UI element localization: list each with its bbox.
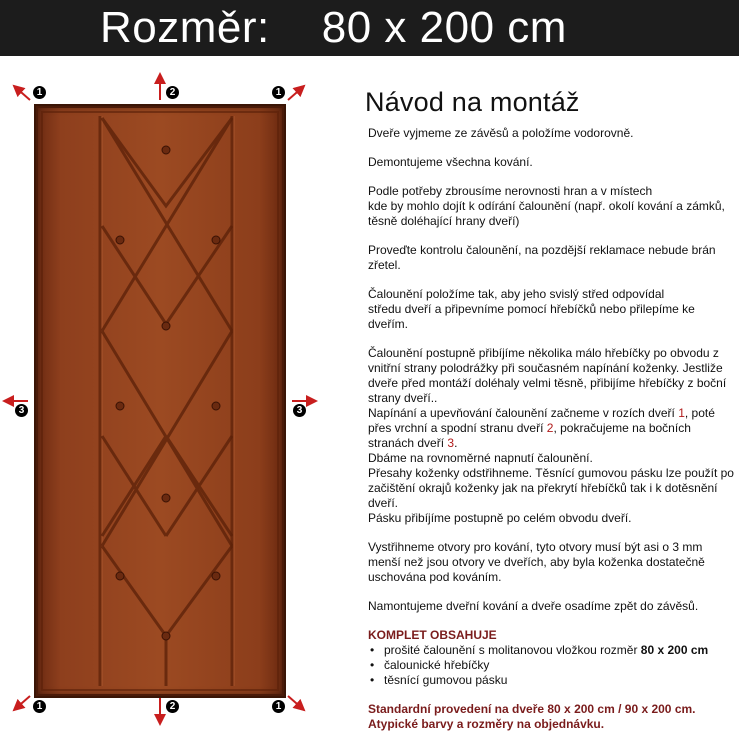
kit-item-nails: • čalounické hřebíčky xyxy=(368,658,736,673)
step-tension-text-a: Napínání a upevňování čalounění začneme v rozích dveří xyxy=(368,406,679,420)
standard-sizes-note: Standardní provedení na dveře 80 x 200 cm / 90 x 200 cm. xyxy=(368,702,696,716)
step-check-upholstery: Proveďte kontrolu čalounění, na pozdější reklamace nebude brán zřetel. xyxy=(368,243,716,272)
marker-corner-bottom-left: 1 xyxy=(33,700,46,713)
step-tension-text-d: . xyxy=(454,436,458,450)
step-remove-door: Dveře vyjmeme ze závěsů a položíme vodorovně. xyxy=(368,126,634,140)
header-bar xyxy=(0,0,739,56)
size-label: Rozměr: xyxy=(100,3,270,52)
kit-item-size: 80 x 200 cm xyxy=(640,643,709,657)
corner-step-number: 1 xyxy=(678,406,685,420)
kit-item-tape: • těsnící gumovou pásku xyxy=(368,673,736,688)
kit-contents-list xyxy=(368,643,736,688)
instructions-title: Návod na montáž xyxy=(365,87,580,117)
step-reinstall: Namontujeme dveřní kování a dveře osadíme zpět do závěsů. xyxy=(368,599,699,613)
marker-bottom-center: 2 xyxy=(166,700,179,713)
marker-side-right: 3 xyxy=(293,404,306,417)
step-sand-edges: Podle potřeby zbrousíme nerovnosti hran a v místech kde by mohlo dojít k odírání čalounění (např. okolí kování a zámků, těsně doléhající hrany dveří) xyxy=(368,184,725,228)
step-position-upholstery: Čalounění položíme tak, aby jeho svislý střed odpovídal středu dveří a připevníme pomocí hřebíčků nebo přilepíme ke dveřím. xyxy=(368,287,695,331)
top-bottom-step-number: 2 xyxy=(546,421,554,435)
custom-order-note: Atypické barvy a rozměry na objednávku. xyxy=(368,717,605,731)
marker-corner-top-right: 1 xyxy=(272,86,285,99)
kit-item-upholstery-text: prošité čalounění s molitanovou vložkou rozměr xyxy=(384,643,641,657)
step-tension-text-b: , poté přes vrchní a spodní stranu dveří xyxy=(368,406,715,435)
kit-item-upholstery xyxy=(368,643,736,658)
step-tension-order xyxy=(368,406,736,451)
side-step-number: 3 xyxy=(447,436,455,450)
step-trim-overlap: Přesahy koženky odstřihneme. Těsnící gumovou pásku lze použít po začištění okrajů koženky jak na překrytí hřebíčků tak i k dotěsnění dveří. xyxy=(368,466,734,510)
size-value: 80 x 200 cm xyxy=(321,3,567,52)
marker-side-left: 3 xyxy=(15,404,28,417)
step-tension-text-c: , pokračujeme na bočních stranách dveří xyxy=(368,421,691,450)
step-remove-hardware: Demontujeme všechna kování. xyxy=(368,155,533,169)
kit-heading: KOMPLET OBSAHUJE xyxy=(368,628,497,642)
marker-corner-top-left: 1 xyxy=(33,86,46,99)
direction-arrows xyxy=(0,60,320,737)
step-nail-perimeter: Čalounění postupně přibíjíme několika málo hřebíčky po obvodu z vnitřní strany polodrážky při současném napínání koženky. Jestliže dveře před montáží doléhaly velmi těsně, přibijíme hřebíčky z boční strany dveří.. xyxy=(368,346,727,405)
instructions-panel xyxy=(365,86,736,732)
marker-top-center: 2 xyxy=(166,86,179,99)
step-cut-holes: Vystřihneme otvory pro kování, tyto otvory musí být asi o 3 mm menší než jsou otvory ve dveřích, aby byla koženka dostatečně uschována pod kováním. xyxy=(368,540,705,584)
step-nail-tape: Pásku přibíjíme postupně po celém obvodu dveří. xyxy=(368,511,632,525)
step-even-tension: Dbáme na rovnoměrné napnutí čalounění. xyxy=(368,451,593,465)
marker-corner-bottom-right: 1 xyxy=(272,700,285,713)
